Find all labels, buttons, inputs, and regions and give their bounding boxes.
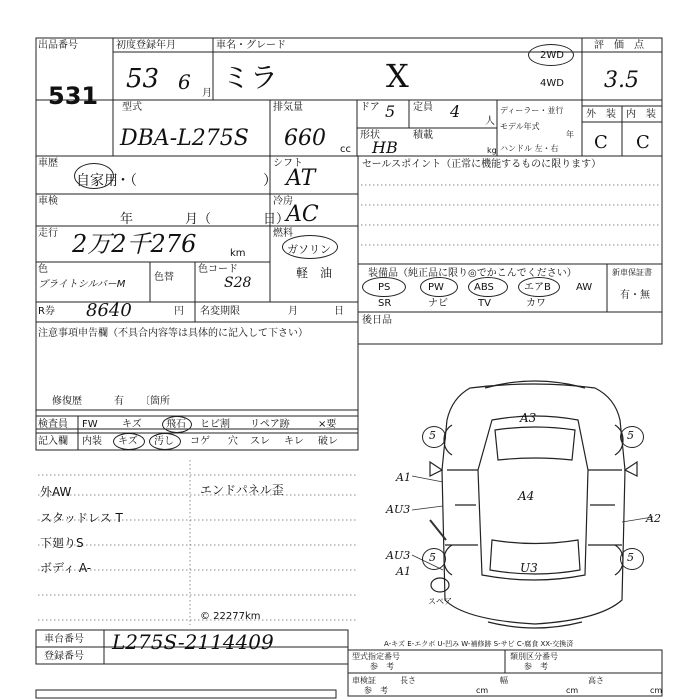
interior-value: C [636, 132, 650, 153]
repair-value: 有 [114, 396, 124, 407]
dims-label: 車検証 [352, 676, 376, 685]
displacement-value: 660 [284, 126, 326, 151]
shift-value: AT [286, 166, 316, 191]
dmg-a1-bottom: A1 [396, 565, 411, 578]
reg-value: 53 [126, 64, 160, 94]
dims-ref: 参 考 [364, 686, 388, 695]
damage-legend: A-キズ E-エクボ U-凹み W-補修跡 S-サビ C-腐食 XX-交換済 [384, 640, 574, 648]
insp-r1-5: ×要 [318, 419, 337, 430]
inspection-text: 年 月（ 日） [120, 212, 290, 227]
chassis-value: L275S-2114409 [112, 630, 274, 654]
history-rest: ・（ ） [116, 173, 277, 189]
door-label: ドア [360, 102, 380, 113]
history-label: 車歴 [38, 158, 58, 169]
shift-label: シフト [273, 158, 303, 169]
odometer-note: © 22277km [200, 611, 261, 622]
note-left-0: 外AW [40, 485, 72, 499]
warranty-value: 有・無 [620, 290, 650, 301]
color-change-label: 色替 [154, 272, 174, 283]
plate-label: 登録番号 [44, 651, 84, 662]
ac-value: AC [286, 202, 319, 227]
km-unit: km [230, 248, 246, 259]
kg-unit: kg [487, 146, 497, 155]
repair-part: 〔箇所 [140, 396, 170, 407]
insp-r2-1-circle [113, 433, 145, 450]
inspection-label: 車検 [38, 196, 58, 207]
note-left-2: 下廻りS [40, 536, 84, 550]
equip-ps-circle [362, 277, 406, 297]
insp-r1-2-circle [162, 416, 192, 433]
equip-aw: AW [576, 282, 593, 293]
equip-tv: TV [478, 298, 491, 309]
classification-label: 類別区分番号 [510, 652, 558, 661]
equip-leather: カワ [526, 298, 546, 309]
door-value: 5 [385, 102, 396, 121]
spare-label: スペア [428, 597, 452, 606]
color-code-value: S28 [224, 275, 252, 291]
capacity-value: 4 [450, 102, 461, 121]
equipment-label: 装備品（純正品に限り◎でかこんでください） [368, 268, 577, 279]
insp-r2-2-circle [149, 433, 181, 450]
handle-label: ハンドル 左・右 [500, 144, 559, 153]
fuel-circle [282, 235, 338, 259]
insp-r2-1: キズ [118, 436, 138, 447]
model-value: DBA-L275S [120, 126, 249, 151]
insp-r1-1: キズ [122, 419, 142, 430]
grade-label: 評 価 点 [594, 40, 644, 51]
height-unit: cm [650, 686, 663, 695]
person-unit: 人 [485, 116, 495, 127]
width-unit: cm [566, 686, 579, 695]
insp-r2-2: 汚し [154, 436, 174, 447]
shape-value: HB [372, 138, 398, 157]
model-year-label: モデル年式 [500, 122, 540, 131]
chassis-label: 車台番号 [44, 634, 84, 645]
insp-r1-0: FW [82, 419, 98, 430]
dmg-a2: A2 [646, 512, 661, 525]
drive-4wd: 4WD [540, 78, 564, 89]
wheel-rr-mark: 5 [627, 551, 634, 564]
mileage-label: 走行 [38, 228, 58, 239]
car-name: ミラ [222, 61, 279, 94]
wheel-fl-mark: 5 [429, 429, 436, 442]
selling-label: セールスポイント（正常に機能するものに限ります） [362, 159, 602, 170]
load-label: 積載 [413, 130, 433, 141]
history-circle [74, 163, 114, 189]
drive-2wd: 2WD [540, 50, 564, 61]
insp-r2-4: 穴 [228, 436, 238, 447]
width-label: 幅 [500, 676, 508, 685]
insp-r2-3: コゲ [190, 436, 210, 447]
insp-r2-6: キレ [284, 436, 304, 447]
score-value: 3.5 [604, 68, 639, 93]
expiry-day: 日 [334, 306, 344, 317]
equip-pw-circle [420, 277, 458, 297]
equip-sr: SR [378, 298, 392, 309]
insp-r1-3: ヒビ割 [200, 419, 230, 430]
recycle-value: 8640 [86, 300, 132, 321]
lot-label: 出品番号 [38, 40, 78, 51]
height-label: 高さ [588, 676, 604, 685]
recycle-label: R券 [38, 306, 55, 317]
inspection-row2-label: 記入欄 [38, 436, 68, 447]
dmg-u3: U3 [520, 561, 538, 575]
mileage-value: 2万2千276 [72, 230, 197, 258]
exterior-label: 外 装 [586, 109, 616, 120]
equip-airbag-circle [518, 277, 560, 297]
yen-unit: 円 [174, 306, 184, 317]
equip-abs-circle [468, 277, 508, 297]
reg-month: 6 [178, 70, 191, 94]
type-cert-label: 型式指定番号 [352, 652, 400, 661]
repair-label: 修復歴 [52, 396, 82, 407]
dmg-a1-top: A1 [396, 471, 411, 484]
exterior-value: C [594, 132, 608, 153]
equip-pw: PW [428, 282, 444, 293]
note-left-3: ボディ A- [40, 561, 92, 575]
displacement-label: 排気量 [273, 102, 303, 113]
capacity-label: 定員 [413, 102, 433, 113]
dealer-label: ディーラー・並行 [500, 106, 564, 115]
dmg-au3-top: AU3 [386, 503, 411, 516]
dmg-a4: A4 [518, 489, 535, 503]
equip-abs: ABS [474, 282, 494, 293]
dmg-a3: A3 [520, 411, 537, 425]
length-unit: cm [476, 686, 489, 695]
insp-r2-0: 内装 [82, 436, 102, 447]
year-unit: 年 [566, 130, 574, 139]
length-label: 長さ [400, 676, 416, 685]
insp-r2-5: スレ [250, 436, 270, 447]
ac-label: 冷房 [273, 196, 293, 207]
inspection-row1-label: 検査員 [38, 419, 68, 430]
cc-unit: cc [340, 144, 351, 155]
equip-ps: PS [378, 282, 391, 293]
expiry-month: 月 [288, 306, 298, 317]
lot-number: 531 [48, 82, 99, 110]
grade-value: X [386, 57, 409, 95]
shape-label: 形状 [360, 130, 380, 141]
color-value: ブライトシルバーM [38, 279, 126, 290]
expiry-label: 名変期限 [200, 306, 240, 317]
type-cert-ref: 参 考 [370, 662, 394, 671]
color-code-label: 色コード [198, 264, 238, 275]
reg-label: 初度登録年月 [116, 40, 176, 51]
fuel-circled: ガソリン [287, 243, 331, 256]
note-right: エンドパネル歪 [200, 483, 284, 497]
car-label: 車名・グレード [216, 40, 286, 51]
note-left-1: スタッドレス T [40, 511, 123, 525]
model-label: 型式 [122, 102, 142, 113]
wheel-rl-mark: 5 [429, 551, 436, 564]
inspector-label: 後日品 [362, 315, 392, 326]
dmg-au3-bottom: AU3 [386, 549, 411, 562]
classification-ref: 参 考 [524, 662, 548, 671]
history-circled: 自家用 [76, 173, 118, 189]
notes-label: 注意事項申告欄（不具合内容等は具体的に記入して下さい） [38, 328, 308, 339]
equip-navi: ナビ [428, 298, 448, 309]
color-label: 色 [38, 264, 48, 275]
reg-month-unit: 月 [202, 88, 212, 99]
warranty-label: 新車保証書 [612, 268, 652, 277]
insp-r2-7: 破レ [318, 436, 338, 447]
insp-r1-4: リペア跡 [250, 419, 290, 430]
equip-airbag: エアB [524, 282, 551, 293]
interior-label: 内 装 [626, 109, 656, 120]
fuel-label: 燃料 [273, 228, 293, 239]
drive-2wd-circle [528, 44, 574, 66]
insp-r1-2: 飛石 [166, 419, 186, 430]
wheel-fr-mark: 5 [627, 429, 634, 442]
fuel-other: 軽 油 [296, 266, 333, 280]
